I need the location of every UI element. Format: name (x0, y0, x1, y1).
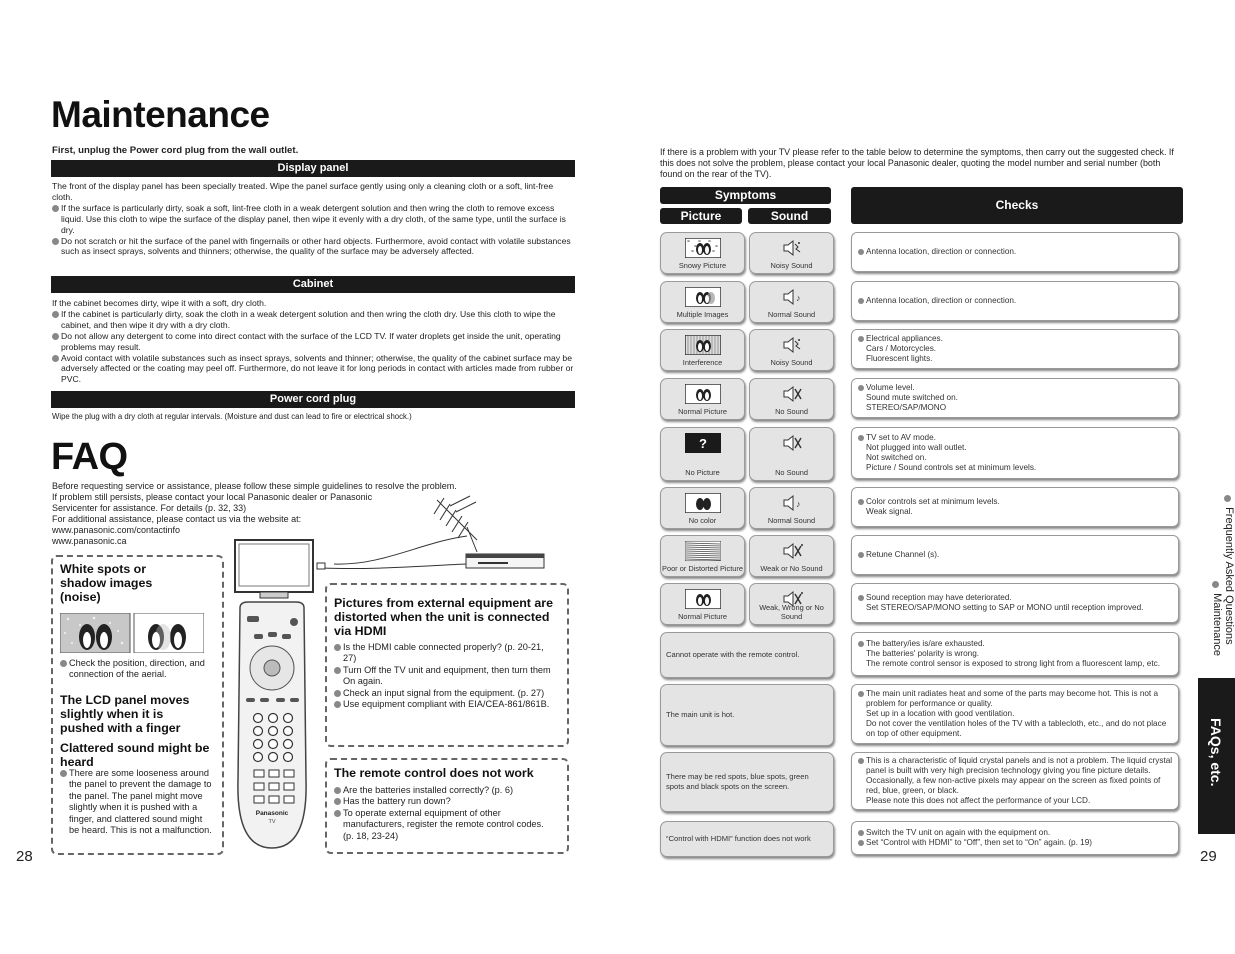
speaker-icon (781, 493, 803, 515)
bullet-icon (334, 701, 341, 708)
tv-screen-icon (685, 384, 721, 406)
faq-intro-line: Before requesting service or assistance, please follow these simple guidelines to resolve the problem. (52, 481, 457, 491)
cabinet-bar: Cabinet (51, 276, 575, 293)
wide-symptom-label: The main unit is hot. (666, 710, 735, 719)
remote-sub: TV (268, 819, 276, 825)
check-item (858, 756, 1174, 806)
faq-title: FAQ (51, 436, 128, 478)
cabinet-intro: If the cabinet becomes dirty, wipe it with a soft, dry cloth. (52, 298, 267, 308)
picture-symptom-label: Normal Picture (678, 407, 727, 416)
bullet-icon (52, 205, 59, 212)
sound-symptom-card (749, 378, 834, 420)
check-box (851, 378, 1179, 418)
bullet-icon (858, 595, 864, 601)
check-box (851, 427, 1179, 479)
speaker-icon (781, 287, 803, 309)
check-item (858, 334, 1174, 364)
sound-symptom-label: Normal Sound (767, 516, 816, 525)
check-text: The battery/ies is/are exhausted. The batteries' polarity is wrong. The remote control sensor is exposed to strong light from a fluorescent lamp, etc. (866, 639, 1160, 668)
side-maintenance-label[interactable]: Maintenance (1211, 593, 1223, 657)
check-box (851, 583, 1179, 623)
bullet-icon (334, 787, 341, 794)
faq-intro-line: If problem still persists, please contact your local Panasonic dealer or Panasonic (52, 491, 373, 502)
sound-symptom-label: No Sound (775, 407, 808, 416)
hdmi-bullet-3: Check an input signal from the equipment. (p. 27) (343, 687, 545, 698)
bullet-icon (858, 641, 864, 647)
power-cord-bar: Power cord plug (51, 391, 575, 408)
remote-brand: Panasonic (255, 810, 289, 817)
faq-intro-line: Servicenter for assistance. For details (p. 32, 33) (52, 502, 247, 513)
side-faq-label[interactable]: Frequently Asked Questions (1223, 507, 1235, 645)
svg-text:♪: ♪ (795, 293, 800, 303)
noise-example-image (60, 613, 204, 653)
bullet-icon (858, 249, 864, 255)
picture-symptom-card (660, 583, 745, 625)
check-item (858, 828, 1174, 838)
check-item (858, 593, 1174, 613)
remote-bullet-2: Has the battery run down? (343, 796, 451, 807)
tv-screen-icon (685, 335, 721, 357)
sound-symptom-label: No Sound (775, 468, 808, 477)
check-text: Set “Control with HDMI” to “Off”, then set to “On” again. (p. 19) (866, 838, 1092, 847)
cabinet-bullet-3: Avoid contact with volatile substances such as insect sprays, solvents and thinner; otherwise, the quality of the cabinet surface may be adversely affected or the coating may peel off. Furthermore, do not leave it for long periods in contact with articles made from rubber or PVC. (61, 352, 574, 385)
picture-symptom-label: Snowy Picture (678, 261, 727, 270)
speaker-icon (781, 384, 803, 406)
side-tab[interactable] (1198, 678, 1235, 834)
check-box (851, 281, 1179, 321)
picture-symptom-label: No color (688, 516, 717, 525)
wide-symptom-card (660, 821, 834, 857)
picture-symptom-card (660, 281, 745, 323)
check-item (858, 639, 1174, 669)
hdmi-bullets (334, 642, 554, 710)
bullet-icon (334, 810, 341, 817)
check-box (851, 535, 1179, 575)
bullet-icon (334, 667, 341, 674)
bullet-icon (858, 758, 864, 764)
display-bullet-2: Do not scratch or hit the surface of the panel with fingernails or other hard objects. Furthermore, avoid contact with volatile substances such as insect sprays, solvents and thinners; otherwise, the quality of the surface may be adversely affected. (61, 235, 571, 257)
lcd-move-title: The LCD panel moves slightly when it is pushed with a finger (60, 693, 190, 735)
bullet-icon (1212, 581, 1219, 588)
sound-symptom-card (749, 427, 834, 481)
clatter-bullets (60, 768, 215, 836)
check-text: Antenna location, direction or connection. (866, 247, 1017, 257)
picture-symptom-card (660, 329, 745, 371)
wide-symptom-label: Cannot operate with the remote control. (666, 650, 800, 659)
wide-symptom-card (660, 632, 834, 678)
sound-symptom-card (749, 535, 834, 577)
sound-symptom-label: Weak, Wrong or No Sound (759, 603, 824, 621)
check-text: Volume level. Sound mute switched on. STEREO/SAP/MONO (866, 383, 958, 412)
check-text: Switch the TV unit on again with the equipment on. (866, 828, 1051, 838)
unplug-note: First, unplug the Power cord plug from the wall outlet. (52, 145, 299, 156)
side-nav (1211, 495, 1235, 675)
bullet-icon (858, 499, 864, 505)
check-item (858, 838, 1174, 848)
check-box (851, 487, 1179, 527)
check-item (858, 550, 1174, 560)
bullet-icon (60, 660, 67, 667)
display-intro: The front of the display panel has been specially treated. Wipe the panel surface gently using only a cleaning cloth or a soft, lint-free cloth. (52, 181, 554, 202)
sound-header: Sound (748, 208, 831, 224)
svg-text:?: ? (698, 436, 707, 451)
tv-screen-icon (685, 238, 721, 260)
check-text: This is a characteristic of liquid crystal panels and is not a problem. The liquid crystal panel is built with very high precision technology giving you fine picture details. Occasionally, a few non-active pixels may appear on the screen as fixed points of red, blue, green, or black. Please note this does not affect the performance of your LCD. (866, 756, 1173, 805)
check-box (851, 632, 1179, 676)
faq-intro-line: For additional assistance, please contact us via the website at: (52, 513, 302, 524)
check-item (858, 296, 1174, 306)
bullet-icon (52, 355, 59, 362)
tv-screen-icon (685, 287, 721, 309)
remote-bullet-1: Are the batteries installed correctly? (p. 6) (343, 785, 514, 795)
speaker-icon (781, 335, 803, 357)
website-link[interactable]: www.panasonic.com/contactinfo (52, 524, 181, 535)
check-item (858, 689, 1174, 739)
picture-symptom-card (660, 535, 745, 577)
check-text: Sound reception may have deteriorated. Set STEREO/SAP/MONO setting to SAP or MONO until reception improved. (866, 593, 1144, 612)
picture-symptom-label: Normal Picture (678, 612, 727, 621)
picture-symptom-card (660, 232, 745, 274)
picture-symptom-label: No Picture (685, 468, 720, 477)
wide-symptom-card (660, 684, 834, 746)
hdmi-bullet-1: Is the HDMI cable connected properly? (p. 20-21, 27) (343, 642, 544, 664)
picture-symptom-label: Interference (682, 358, 723, 367)
bullet-icon (858, 691, 864, 697)
page-number-right: 29 (1200, 848, 1217, 865)
cabinet-bullet-1: If the cabinet is particularly dirty, soak the cloth in a weak detergent solution and then wring the cloth dry. Use this cloth to wipe the cabinet, and then wipe it dry with a dry cloth. (61, 308, 556, 330)
sound-symptom-card (749, 329, 834, 371)
check-text: Antenna location, direction or connection. (866, 296, 1017, 306)
bullet-icon (858, 840, 864, 846)
wide-symptom-label: There may be red spots, blue spots, green spots and black spots on the screen. (666, 772, 809, 791)
tv-screen-icon (685, 433, 721, 455)
check-item (858, 383, 1174, 413)
check-item (858, 433, 1174, 473)
bullet-icon (858, 385, 864, 391)
power-cord-text: Wipe the plug with a dry cloth at regular intervals. (Moisture and dust can lead to fire or electrical shock.) (52, 412, 412, 421)
hdmi-bullet-2: Turn Off the TV unit and equipment, then turn them On again. (343, 664, 551, 687)
wide-symptom-card (660, 752, 834, 812)
check-box (851, 232, 1179, 272)
sound-symptom-card (749, 281, 834, 323)
picture-symptom-card (660, 378, 745, 420)
table-intro: If there is a problem with your TV please refer to the table below to determine the symptoms, then carry out the suggested check. If this does not solve the problem, please contact your local Panasonic dealer, quoting the model number and serial number (both found on the rear of the TV). (660, 147, 1174, 179)
tv-screen-icon (685, 493, 721, 515)
svg-text:♪: ♪ (795, 499, 800, 509)
sound-symptom-label: Noisy Sound (770, 261, 813, 270)
bullet-icon (52, 238, 59, 245)
sound-symptom-card (749, 487, 834, 529)
side-tab-label: FAQs, etc. (1208, 718, 1224, 787)
cabinet-text (52, 298, 576, 385)
check-text: TV set to AV mode. Not plugged into wall outlet. Not switched on. Picture / Sound controls set at minimum levels. (866, 433, 1037, 472)
remote-bullets (334, 785, 556, 842)
picture-symptom-label: Multiple Images (676, 310, 729, 319)
tv-screen-icon (685, 541, 721, 563)
bullet-icon (858, 336, 864, 342)
bullet-icon (858, 552, 864, 558)
website-link[interactable]: www.panasonic.ca (52, 535, 127, 546)
sound-symptom-label: Weak or No Sound (760, 564, 823, 573)
picture-header: Picture (660, 208, 742, 224)
clatter-title: Clattered sound might be heard (60, 741, 210, 769)
remote-bullet-3: To operate external equipment of other manufacturers, register the remote control codes. (p. 18, 23-24) (343, 807, 544, 841)
speaker-icon (781, 238, 803, 260)
cabinet-bullet-2: Do not allow any detergent to come into direct contact with the surface of the LCD TV. If water droplets get inside the unit, operating problems may result. (61, 330, 561, 352)
check-item (858, 247, 1174, 257)
bullet-icon (334, 644, 341, 651)
hdmi-title: Pictures from external equipment are distorted when the unit is connected via HDMI (334, 596, 553, 638)
maintenance-title: Maintenance (51, 94, 270, 135)
sound-symptom-card (749, 232, 834, 274)
check-text: Electrical appliances. Cars / Motorcycles. Fluorescent lights. (866, 334, 943, 363)
check-box (851, 821, 1179, 855)
speaker-icon (781, 541, 803, 563)
bullet-icon (858, 298, 864, 304)
bullet-icon (334, 690, 341, 697)
noise-title: White spots or shadow images (noise) (60, 562, 153, 604)
check-item (858, 497, 1174, 517)
check-box (851, 684, 1179, 744)
check-text: Retune Channel (s). (866, 550, 940, 560)
sound-symptom-label: Noisy Sound (770, 358, 813, 367)
check-box (851, 752, 1179, 810)
bullet-icon (858, 435, 864, 441)
tv-screen-icon (685, 589, 721, 611)
page-number-left: 28 (16, 848, 33, 865)
sound-symptom-card (749, 583, 834, 625)
display-bullet-1: If the surface is particularly dirty, soak a soft, lint-free cloth in a weak detergent solution and then wring the cloth to remove excess liquid. Use this cloth to wipe the surface of the display panel, then wipe it evenly with a dry cloth, of the same type, until the surface is dry. (61, 202, 566, 235)
sound-symptom-label: Normal Sound (767, 310, 816, 319)
hdmi-bullet-4: Use equipment compliant with EIA/CEA-861/861B. (343, 699, 550, 710)
wide-symptom-label: “Control with HDMI” function does not work (666, 834, 811, 843)
check-text: The main unit radiates heat and some of the parts may become hot. This is not a problem for performance or quality. Set up in a location with good ventilation. Do not cover the ventilation holes of the TV with a tablecloth, etc., and do not place on top of other equipment. (866, 689, 1167, 738)
bullet-icon (1224, 495, 1231, 502)
speaker-icon (781, 433, 803, 455)
bullet-icon (60, 770, 67, 777)
display-panel-bar: Display panel (51, 160, 575, 177)
clatter-bullet-1: There are some looseness around the panel to prevent the damage to the panel. The panel might move slightly when it is pushed with a finger, and clattered sound might be heard. This is not a malfunction. (69, 768, 212, 836)
check-box (851, 329, 1179, 369)
noise-bullet-1: Check the position, direction, and connection of the aerial. (69, 658, 205, 680)
bullet-icon (858, 830, 864, 836)
bullet-icon (52, 333, 59, 340)
symptoms-header: Symptoms (660, 187, 831, 204)
check-text: Color controls set at minimum levels. Weak signal. (866, 497, 1000, 516)
picture-symptom-label: Poor or Distorted Picture (662, 564, 743, 573)
checks-header: Checks (851, 187, 1183, 224)
picture-symptom-card (660, 487, 745, 529)
display-panel-text (52, 181, 576, 257)
bullet-icon (334, 798, 341, 805)
bullet-icon (52, 311, 59, 318)
picture-symptom-card (660, 427, 745, 481)
remote-title: The remote control does not work (334, 766, 534, 780)
noise-bullets (60, 658, 210, 681)
